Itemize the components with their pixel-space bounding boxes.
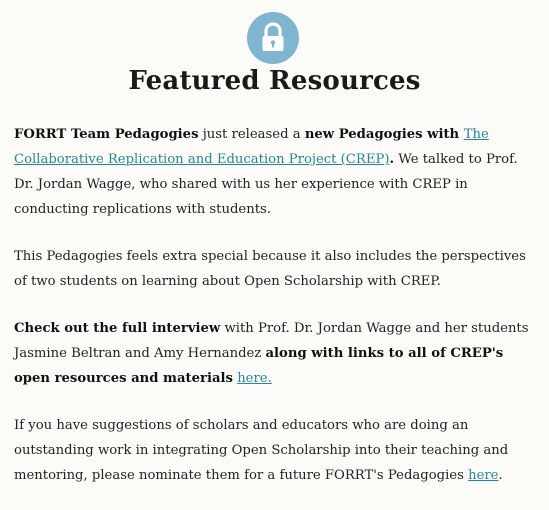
crep-link[interactable]: The Collaborative Replication and Education Project (CREP) bbox=[14, 127, 489, 167]
section-title: Featured Resources bbox=[128, 66, 421, 96]
team-name: FORRT Team Pedagogies bbox=[14, 127, 199, 142]
section-body bbox=[14, 122, 535, 510]
nominate-link[interactable]: here bbox=[468, 468, 499, 483]
paragraph-announcement: FORRT Team Pedagogies just released a new Pedagogies with The Collaborative Replication and Education Project (CREP). We talked to Prof. Dr. Jordan Wagge, who shared with us her experience with CREP in conducting replications with students. bbox=[14, 127, 518, 217]
paragraph-special: This Pedagogies feels extra special because it also includes the perspectives of two students on learning about Open Scholarship with CREP. bbox=[14, 249, 526, 289]
interview-link[interactable]: here. bbox=[237, 371, 272, 386]
paragraph-nominate: If you have suggestions of scholars and educators who are doing an outstanding work in integrating Open Scholarship into their teaching and mentoring, please nominate them for a future FORRT's Pedagogies here. bbox=[14, 418, 509, 483]
paragraph-interview: Check out the full interview with Prof. Dr. Jordan Wagge and her students Jasmine Beltran and Amy Hernandez along with links to all of CREP's open resources and materials here. bbox=[14, 321, 529, 386]
lock-icon bbox=[247, 12, 299, 64]
